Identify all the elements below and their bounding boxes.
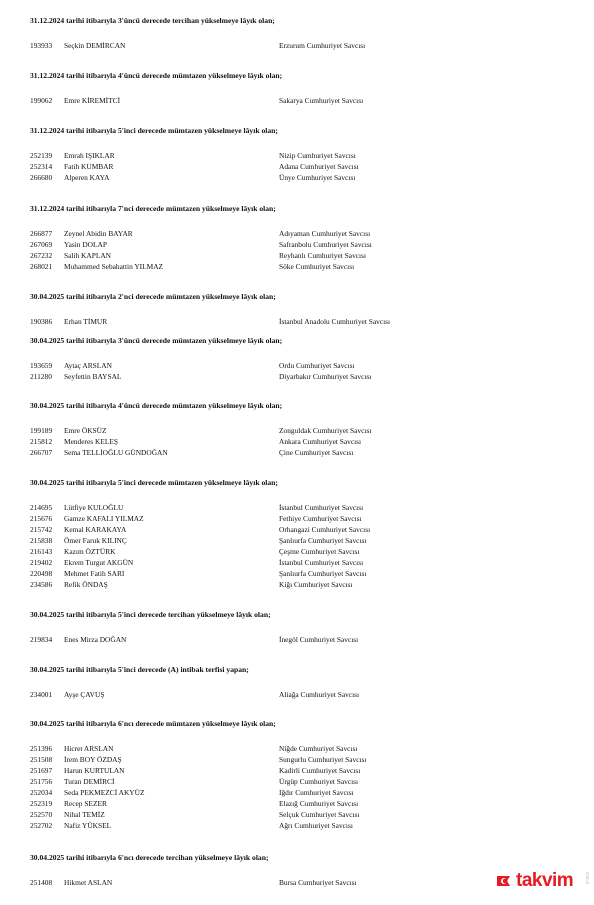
office-title: İstanbul Anadolu Cumhuriyet Savcısı xyxy=(279,317,391,326)
promotion-section xyxy=(30,292,570,326)
person-name: Ömer Faruk KILINÇ xyxy=(64,536,127,545)
person-name: Emre KİREMİTCİ xyxy=(64,96,121,105)
office-title: Fethiye Cumhuriyet Savcısı xyxy=(279,514,362,523)
office-title: Ordu Cumhuriyet Savcısı xyxy=(279,361,355,370)
registry-number: 251697 xyxy=(30,766,53,775)
registry-number: 266680 xyxy=(30,173,53,182)
section-heading: 31.12.2024 tarihi itibarıyla 3'üncü derecede tercihan yükselmeye lâyık olan; xyxy=(30,16,275,25)
takvim-watermark-logo xyxy=(496,871,588,891)
registry-number: 267232 xyxy=(30,251,53,260)
section-heading: 30.04.2025 tarihi itibarıyla 3'üncü derecede mümtazen yükselmeye lâyık olan; xyxy=(30,336,283,345)
registry-number: 266707 xyxy=(30,448,53,457)
office-title: Elazığ Cumhuriyet Savcısı xyxy=(279,799,359,808)
office-title: İstanbul Cumhuriyet Savcısı xyxy=(279,558,364,567)
person-name: Salih KAPLAN xyxy=(64,251,112,260)
flag-icon xyxy=(496,873,516,889)
office-title: Erzurum Cumhuriyet Savcısı xyxy=(279,41,366,50)
registry-number: 252034 xyxy=(30,788,53,797)
office-title: Şanlıurfa Cumhuriyet Savcısı xyxy=(279,536,367,545)
office-title: Adıyaman Cumhuriyet Savcısı xyxy=(279,229,371,238)
registry-number: 215838 xyxy=(30,536,53,545)
office-title: Ankara Cumhuriyet Savcısı xyxy=(279,437,362,446)
registry-number: 214695 xyxy=(30,503,53,512)
promotion-section xyxy=(30,719,570,830)
section-heading: 30.04.2025 tarihi itibarıyla 6'ncı derecede tercihan yükselmeye lâyık olan; xyxy=(30,853,269,862)
person-name: Seyfettin BAYSAL xyxy=(64,372,122,381)
person-name: Recep SEZER xyxy=(64,799,107,808)
person-name: Nafiz YÜKSEL xyxy=(64,821,112,830)
person-name: Turan DEMİRCİ xyxy=(64,777,115,786)
person-name: Mehmet Fatih SARI xyxy=(64,569,125,578)
section-heading: 31.12.2024 tarihi itibarıyla 7'nci derecede mümtazen yükselmeye lâyık olan; xyxy=(30,204,276,213)
person-name: Emre ÖKSÜZ xyxy=(64,426,107,435)
office-title: Bursa Cumhuriyet Savcısı xyxy=(279,878,357,887)
office-title: İnegöl Cumhuriyet Savcısı xyxy=(279,635,359,644)
section-heading: 30.04.2025 tarihi itibarıyla 6'ncı derecede mümtazen yükselmeye lâyık olan; xyxy=(30,719,276,728)
registry-number: 219402 xyxy=(30,558,53,567)
person-name: Muhammed Sebahattin YILMAZ xyxy=(64,262,164,271)
registry-number: 211280 xyxy=(30,372,52,381)
person-name: Fatih KUMBAR xyxy=(64,162,114,171)
registry-number: 199062 xyxy=(30,96,53,105)
registry-number: 252570 xyxy=(30,810,53,819)
office-title: Sakarya Cumhuriyet Savcısı xyxy=(279,96,364,105)
office-title: Selçuk Cumhuriyet Savcısı xyxy=(279,810,360,819)
registry-number: 216143 xyxy=(30,547,53,556)
office-title: Şanlıurfa Cumhuriyet Savcısı xyxy=(279,569,367,578)
office-title: Diyarbakır Cumhuriyet Savcısı xyxy=(279,372,372,381)
registry-number: 220498 xyxy=(30,569,53,578)
section-heading: 30.04.2025 tarihi itibarıyla 5'inci derecede mümtazen yükselmeye lâyık olan; xyxy=(30,478,278,487)
office-title: Çine Cumhuriyet Savcısı xyxy=(279,448,354,457)
registry-number: 215676 xyxy=(30,514,53,523)
registry-number: 268021 xyxy=(30,262,53,271)
office-title: Nizip Cumhuriyet Savcısı xyxy=(279,151,356,160)
office-title: Iğdır Cumhuriyet Savcısı xyxy=(279,788,354,797)
office-title: Safranbolu Cumhuriyet Savcısı xyxy=(279,240,372,249)
office-title: Sungurlu Cumhuriyet Savcısı xyxy=(279,755,367,764)
promotion-section xyxy=(30,478,570,589)
office-title: Aliağa Cumhuriyet Savcısı xyxy=(279,690,360,699)
promotion-section xyxy=(30,610,570,644)
section-heading: 30.04.2025 tarihi itibarıyla 5'inci derecede (A) intibak terfisi yapan; xyxy=(30,665,249,674)
person-name: Seçkin DEMİRCAN xyxy=(64,41,126,50)
promotion-section xyxy=(30,71,570,105)
person-name: Sema TELLİOĞLU GÜNDOĞAN xyxy=(64,448,168,457)
office-title: Zonguldak Cumhuriyet Savcısı xyxy=(279,426,372,435)
office-title: Ürgüp Cumhuriyet Savcısı xyxy=(279,777,359,786)
office-title: İstanbul Cumhuriyet Savcısı xyxy=(279,503,364,512)
person-name: Hikmet ASLAN xyxy=(64,878,113,887)
office-title: Niğde Cumhuriyet Savcısı xyxy=(279,744,358,753)
registry-number: 251408 xyxy=(30,878,53,887)
registry-number: 252314 xyxy=(30,162,53,171)
person-name: Gamze KAFALI YILMAZ xyxy=(64,514,144,523)
person-name: Harun KURTULAN xyxy=(64,766,125,775)
watermark-suffix: com.tr xyxy=(585,872,590,885)
watermark-text: takvim xyxy=(516,870,574,891)
registry-number: 251396 xyxy=(30,744,53,753)
office-title: Orhangazi Cumhuriyet Savcısı xyxy=(279,525,371,534)
promotion-section xyxy=(30,126,570,182)
registry-number: 252139 xyxy=(30,151,53,160)
registry-number: 193933 xyxy=(30,41,53,50)
person-name: Yasin DOLAP xyxy=(64,240,107,249)
promotion-section xyxy=(30,204,570,271)
section-heading: 30.04.2025 tarihi itibarıyla 5'inci derecede tercihan yükselmeye lâyık olan; xyxy=(30,610,271,619)
person-name: Hicret ARSLAN xyxy=(64,744,114,753)
section-heading: 30.04.2025 tarihi itibarıyla 2'nci derecede mümtazen yükselmeye lâyık olan; xyxy=(30,292,276,301)
registry-number: 199189 xyxy=(30,426,53,435)
person-name: Menderes KELEŞ xyxy=(64,437,118,446)
person-name: Erhan TİMUR xyxy=(64,317,108,326)
promotion-section xyxy=(30,16,570,50)
person-name: Seda PEKMEZCİ AKYÜZ xyxy=(64,788,145,797)
office-title: Söke Cumhuriyet Savcısı xyxy=(279,262,355,271)
registry-number: 251508 xyxy=(30,755,53,764)
section-heading: 31.12.2024 tarihi itibarıyla 5'inci derecede mümtazen yükselmeye lâyık olan; xyxy=(30,126,278,135)
person-name: Ekrem Turgut AKGÜN xyxy=(64,558,134,567)
registry-number: 234586 xyxy=(30,580,53,589)
person-name: Alperen KAYA xyxy=(64,173,110,182)
person-name: Enes Mirza DOĞAN xyxy=(64,635,127,644)
office-title: Ünye Cumhuriyet Savcısı xyxy=(279,173,356,182)
person-name: Kemal KARAKAYA xyxy=(64,525,127,534)
office-title: Kadirli Cumhuriyet Savcısı xyxy=(279,766,361,775)
registry-number: 267069 xyxy=(30,240,53,249)
office-title: Çeşme Cumhuriyet Savcısı xyxy=(279,547,360,556)
promotion-section xyxy=(30,401,570,457)
person-name: Kazım ÖZTÜRK xyxy=(64,547,116,556)
person-name: Emrah IŞIKLAR xyxy=(64,151,115,160)
registry-number: 252319 xyxy=(30,799,53,808)
person-name: Zeynel Abidin BAYAR xyxy=(64,229,133,238)
person-name: Aytaç ARSLAN xyxy=(64,361,112,370)
registry-number: 219834 xyxy=(30,635,53,644)
registry-number: 193659 xyxy=(30,361,53,370)
promotion-section xyxy=(30,336,570,381)
person-name: Nihal TEMİZ xyxy=(64,810,105,819)
registry-number: 252702 xyxy=(30,821,53,830)
registry-number: 215812 xyxy=(30,437,53,446)
office-title: Reyhanlı Cumhuriyet Savcısı xyxy=(279,251,367,260)
office-title: Kiğı Cumhuriyet Savcısı xyxy=(279,580,353,589)
person-name: İrem BOY ÖZDAŞ xyxy=(64,755,122,764)
section-heading: 30.04.2025 tarihi itibarıyla 4'üncü derecede mümtazen yükselmeye lâyık olan; xyxy=(30,401,283,410)
registry-number: 190386 xyxy=(30,317,53,326)
person-name: Refik ÖNDAŞ xyxy=(64,580,108,589)
registry-number: 234001 xyxy=(30,690,53,699)
office-title: Adana Cumhuriyet Savcısı xyxy=(279,162,359,171)
section-heading: 31.12.2024 tarihi itibarıyla 4'üncü derecede mümtazen yükselmeye lâyık olan; xyxy=(30,71,283,80)
registry-number: 251756 xyxy=(30,777,53,786)
promotion-section xyxy=(30,665,570,699)
person-name: Lütfiye KULOĞLU xyxy=(64,503,124,512)
registry-number: 215742 xyxy=(30,525,53,534)
person-name: Ayşe ÇAVUŞ xyxy=(64,690,105,699)
registry-number: 266877 xyxy=(30,229,53,238)
office-title: Ağrı Cumhuriyet Savcısı xyxy=(279,821,353,830)
